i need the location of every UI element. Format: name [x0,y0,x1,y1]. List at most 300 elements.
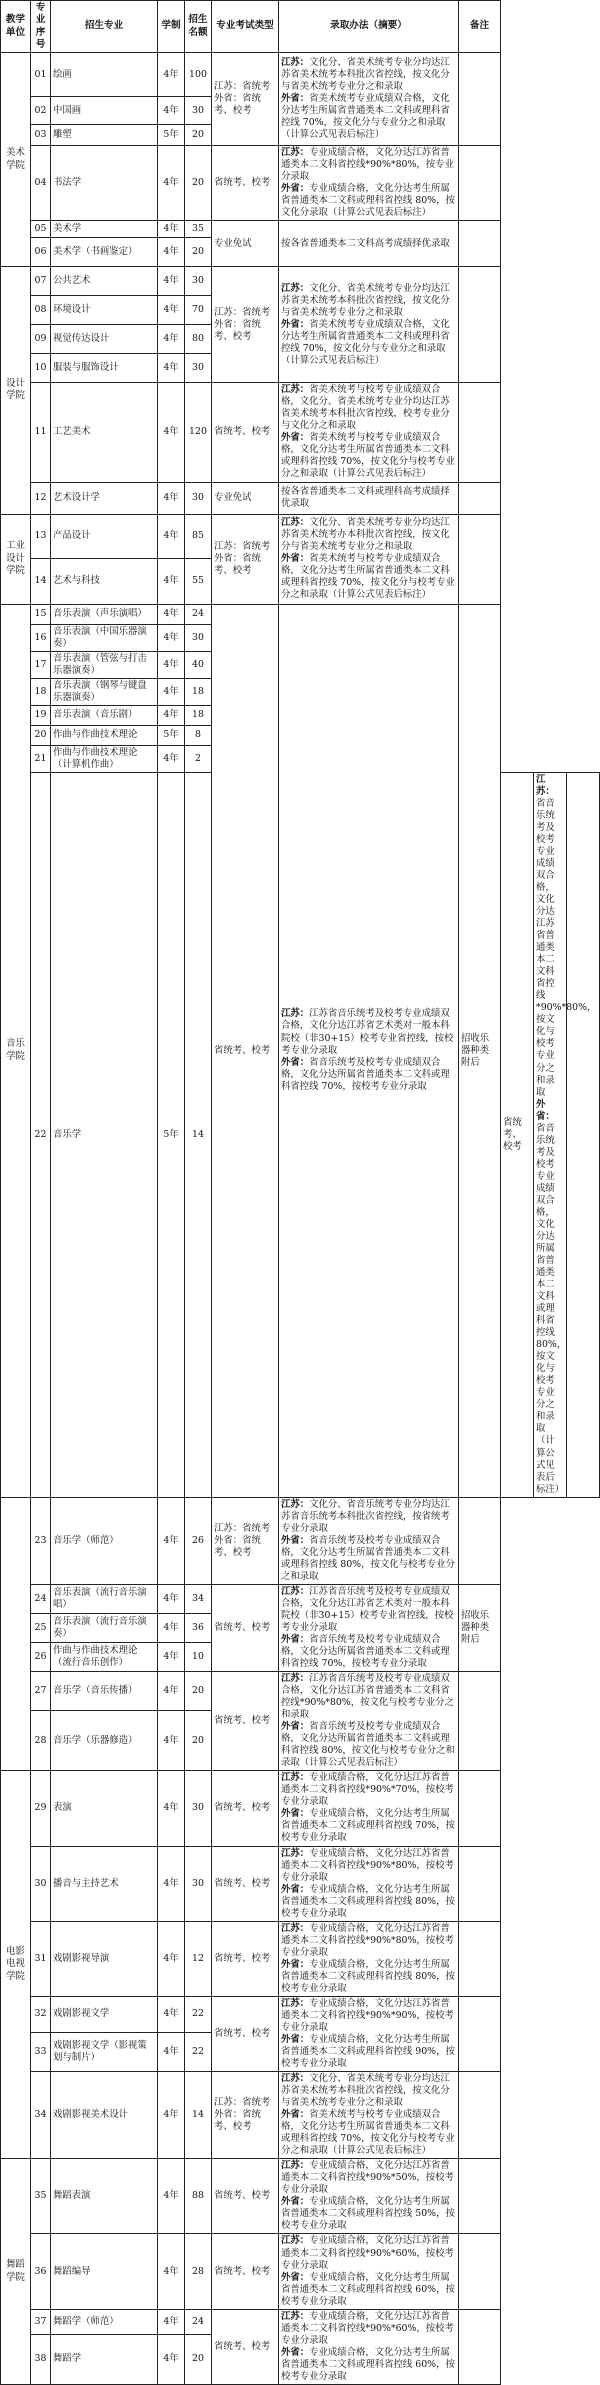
admission-paragraph [281,517,456,553]
admission-paragraph [281,553,456,601]
table-row [1,2234,600,2309]
study-years: 5年 [158,125,185,146]
admission-paragraph [281,1998,456,2034]
region-label: 外省： [281,318,310,330]
table-row [1,53,600,97]
header-admission: 录取办法（摘要） [279,1,459,53]
admission-text: 省音乐统考及校考专业成绩双合格，文化分达所属省普通类本二文科或理科省控线 80%，按文化与校考专业分之和录取（计算公式见表后标注） [536,1122,567,1495]
region-label: 外省： [281,1721,310,1733]
admission-paragraph [281,1008,456,1056]
admission-paragraph [281,2347,456,2383]
region-label: 外省： [281,1633,310,1645]
header-years: 学制 [158,1,185,53]
study-years: 4年 [158,514,185,558]
admission-paragraph [281,2073,456,2109]
study-years: 4年 [158,1921,185,1996]
remarks-cell [459,1996,501,2071]
table-row [1,482,600,514]
exam-type: 省统考、校考 [212,1846,279,1921]
enrollment-quota: 34 [185,1584,212,1613]
enrollment-quota: 18 [185,705,212,725]
major-number: 26 [31,1642,51,1671]
admission-method [279,1672,459,1771]
major-number: 19 [31,705,51,725]
major-number: 16 [31,624,51,651]
admission-method [279,1584,459,1671]
remarks-cell [459,1497,501,1584]
admission-method [279,2072,459,2159]
region-label: 外省： [281,93,310,105]
exam-type: 江苏：省统考 外省：省统考、校考 [212,1497,279,1584]
college-cell [1,1497,31,1771]
exam-type: 专业免试 [212,221,279,267]
major-name: 舞蹈表演 [51,2159,158,2234]
enrollment-quota: 20 [185,125,212,146]
exam-type: 省统考、校考 [212,2234,279,2309]
enrollment-quota: 30 [185,267,212,296]
admission-paragraph [281,1808,456,1844]
admission-text: 文化分、省美术统考专业分均达江苏省美术统考本科批次省控线，按文化分与省美术统考专业分之和录取 [281,282,450,318]
study-years: 4年 [158,221,185,238]
exam-type: 省统考、校考 [212,1921,279,1996]
major-name: 中国画 [51,97,158,125]
admission-paragraph [281,1884,456,1920]
table-row [1,1996,600,2032]
study-years: 4年 [158,1996,185,2032]
exam-type: 省统考、校考 [212,383,279,482]
study-years: 4年 [158,296,185,325]
major-number: 22 [31,772,51,1497]
admission-method [279,482,459,514]
exam-type: 省统考、校考 [501,772,534,1497]
admission-paragraph [281,57,456,93]
enrollment-quota: 2 [185,745,212,772]
admission-text: 专业成绩合格，文化分达江苏省普通类本二文科省控线*90%*80%，按校考专业分录取 [281,1847,454,1883]
admission-paragraph [281,1923,456,1959]
region-label: 外省： [281,2033,310,2045]
enrollment-quota: 24 [185,604,212,624]
study-years: 4年 [158,53,185,97]
exam-type: 专业免试 [212,482,279,514]
enrollment-quota: 30 [185,482,212,514]
admission-text: 省音乐统考及校考专业成绩双合格，文化分达所属省普通类本二文科或理科省控线 70%，按校考专业分录取 [281,1633,450,1670]
remarks-cell [459,383,501,482]
major-number: 17 [31,651,51,678]
admission-text: 文化分、省音乐统考专业分均达江苏省音乐统考本科批次省控线，按省统考专业分录取 [281,1498,450,1534]
major-number: 37 [31,2309,51,2334]
enrollment-quota: 28 [185,2234,212,2309]
admission-paragraph [281,147,456,183]
college-cell: 舞蹈学院 [1,2159,31,2385]
major-name: 环境设计 [51,296,158,325]
enrollment-quota: 30 [185,354,212,383]
table-row [1,221,600,238]
enrollment-quota: 40 [185,651,212,678]
major-name: 雕塑 [51,125,158,146]
major-name: 视觉传达设计 [51,325,158,354]
admission-paragraph [281,2109,456,2157]
admission-paragraph [281,283,456,319]
remarks-cell [459,1846,501,1921]
admission-method [279,1921,459,1996]
study-years: 4年 [158,705,185,725]
major-name: 舞蹈编导 [51,2234,158,2309]
admission-method [279,604,459,1497]
admission-method [279,221,459,267]
major-name: 播音与主持艺术 [51,1846,158,1921]
header-num: 专业序号 [31,1,51,53]
admission-text: 按各省普通类本二文科高考成绩择优录取 [281,237,450,249]
major-name: 戏剧影视文学（影视策划与制片） [51,2032,158,2071]
major-number: 29 [31,1771,51,1846]
enrollment-quota: 88 [185,2159,212,2234]
region-label: 外省： [281,432,310,444]
major-name: 表演 [51,1771,158,1846]
major-number: 27 [31,1672,51,1711]
college-cell: 美术学院 [1,53,31,267]
admission-paragraph [281,2034,456,2070]
region-label: 外省： [536,1098,555,1122]
major-name: 作曲与作曲技术理论（流行音乐创作） [51,1642,158,1671]
study-years: 4年 [158,2334,185,2384]
study-years: 4年 [158,745,185,772]
study-years: 4年 [158,1672,185,1711]
major-name: 音乐表演（管弦与打击乐器演奏） [51,651,158,678]
remarks-cell [459,514,501,604]
enrollment-quota: 20 [185,146,212,221]
study-years: 5年 [158,772,185,1497]
study-years: 4年 [158,238,185,267]
major-name: 音乐表演（流行音乐演奏） [51,1613,158,1642]
header-quota: 招生名额 [185,1,212,53]
enrollment-quota: 30 [185,97,212,125]
region-label: 江苏： [536,773,555,797]
study-years: 4年 [158,1613,185,1642]
major-number: 02 [31,97,51,125]
admission-paragraph [536,773,597,1099]
major-number: 25 [31,1613,51,1642]
admission-paragraph [281,1959,456,1995]
admission-paragraph [281,319,456,367]
remarks-cell: 招收乐器种类附后 [459,1584,501,1671]
admission-paragraph [281,2235,456,2271]
admission-text: 省音乐统考及校考专业成绩双合格，文化分达江苏省普通类本二文科省控线*90%*80%，按文化与校考专业分之和录取 [536,797,597,1098]
remarks-cell [459,2309,501,2384]
study-years: 4年 [158,2234,185,2309]
major-name: 舞蹈学 [51,2334,158,2384]
major-name: 戏剧影视美术设计 [51,2072,158,2159]
table-row [1,2159,600,2234]
study-years: 4年 [158,97,185,125]
study-years: 4年 [158,678,185,705]
admission-text: 省美术统考与校考专业成绩双合格，文化分、省美术统考专业分均达江苏省美术统考本科批次省控线，校考专业分与文化分之和录取 [281,384,450,432]
major-number: 38 [31,2334,51,2384]
study-years: 4年 [158,1584,185,1613]
study-years: 4年 [158,1642,185,1671]
major-number: 03 [31,125,51,146]
major-number: 18 [31,678,51,705]
major-name: 音乐学（乐器修造） [51,1711,158,1771]
admission-paragraph [281,1772,456,1808]
major-number: 36 [31,2234,51,2309]
admission-method [279,1497,459,1584]
major-number: 30 [31,1846,51,1921]
admission-text: 专业成绩合格，文化分达江苏省普通类本二文科省控线*90%*90%，按校考专业分录取 [281,1997,454,2033]
major-number: 10 [31,354,51,383]
exam-type: 省统考、校考 [212,1672,279,1771]
enrollment-quota: 22 [185,1996,212,2032]
table-row [1,2309,600,2334]
major-name: 音乐表演（流行音乐演唱） [51,1584,158,1613]
table-row [1,1771,600,1846]
enrollment-quota: 20 [185,2334,212,2384]
admission-method [279,53,459,146]
exam-type: 省统考、校考 [212,2309,279,2384]
major-number: 24 [31,1584,51,1613]
admission-text: 专业成绩合格，文化分达考生所属省普通类本二文科或理科省控线 80%，按文化分录取（计算公式见表后标注） [281,183,455,219]
region-label: 江苏： [281,2235,310,2247]
enrollment-quota: 80 [185,325,212,354]
enrollment-quota: 24 [185,2309,212,2334]
remarks-cell [459,2234,501,2309]
enrollment-quota: 26 [185,1497,212,1584]
header-row [1,1,600,53]
enrollment-quota: 14 [185,772,212,1497]
region-label: 江苏： [281,516,310,528]
admission-paragraph [281,432,456,480]
region-label: 江苏： [281,2073,310,2085]
study-years: 4年 [158,1497,185,1584]
exam-type: 江苏：省统考 外省：省统考、校考 [212,53,279,146]
admission-method [279,1846,459,1921]
enrollment-quota: 35 [185,221,212,238]
major-number: 13 [31,514,51,558]
exam-type: 江苏：省统考 外省：省统考、校考 [212,267,279,383]
remarks-cell [459,1771,501,1846]
major-number: 05 [31,221,51,238]
major-name: 音乐表演（钢琴与键盘乐器演奏） [51,678,158,705]
enrollment-quota: 36 [185,1613,212,1642]
major-name: 作曲与作曲技术理论（计算机作曲） [51,745,158,772]
admission-paragraph [281,238,456,250]
table-row [1,383,600,482]
admission-text: 文化分、省美术统考专业分均达江苏省美术统考本科批次省控线，按文化分与省美术统考专业分之和录取 [281,2073,450,2109]
enrollment-quota: 120 [185,383,212,482]
major-name: 音乐学（音乐传播） [51,1672,158,1711]
major-number: 21 [31,745,51,772]
region-label: 江苏： [281,2160,310,2172]
major-number: 32 [31,1996,51,2032]
admission-text: 专业成绩合格，文化分达江苏省普通类本二文科省控线*90%*80%，按校考专业分录取 [281,1922,454,1958]
admission-method [279,383,459,482]
admission-text: 专业成绩合格，文化分达江苏省普通类本二文科省控线*90%*60%，按校考专业分录取 [281,2310,454,2346]
major-name: 音乐学（师范） [51,1497,158,1584]
region-label: 江苏： [281,1585,310,1597]
admission-text: 专业成绩合格，文化分达江苏省普通类本二文科省控线*90%*80%，按专业分录取 [281,147,454,183]
admission-text: 省美术统考专业成绩双合格，文化分达考生所属省普通类本二文科或理科省控线 70%，按文化分与专业分之和录取（计算公式见表后标注） [281,318,450,366]
enrollment-quota: 22 [185,2032,212,2071]
enrollment-quota: 55 [185,558,212,604]
study-years: 4年 [158,482,185,514]
admission-paragraph [281,1673,456,1721]
study-years: 4年 [158,267,185,296]
study-years: 4年 [158,354,185,383]
exam-type: 省统考、校考 [212,1996,279,2071]
enrollment-quota: 10 [185,1642,212,1671]
table-row [1,514,600,558]
enrollment-quota: 30 [185,1846,212,1921]
study-years: 4年 [158,2159,185,2234]
major-number: 06 [31,238,51,267]
region-label: 外省： [281,1808,310,1820]
study-years: 4年 [158,146,185,221]
major-number: 34 [31,2072,51,2159]
enrollment-quota: 100 [185,53,212,97]
major-name: 美术学 [51,221,158,238]
major-name: 工艺美术 [51,383,158,482]
enrollment-quota: 30 [185,1771,212,1846]
enrollment-quota: 18 [185,678,212,705]
enrollment-quota: 30 [185,624,212,651]
major-number: 33 [31,2032,51,2071]
table-row [1,604,600,624]
admission-paragraph [281,486,456,510]
exam-type: 省统考、校考 [212,1584,279,1671]
major-number: 15 [31,604,51,624]
admission-method [279,267,459,383]
study-years: 4年 [158,1711,185,1771]
exam-type: 江苏：省统考 外省：省统考、校考 [212,2072,279,2159]
major-number: 08 [31,296,51,325]
major-number: 23 [31,1497,51,1584]
admission-text: 省音乐统考及校考专业成绩双合格，文化分达所属省普通类本二文科或理科省控线 70%，按校考专业分录取 [281,1056,450,1092]
study-years: 5年 [158,725,185,745]
admission-text: 专业成绩合格，文化分达江苏省普通类本二文科省控线*90%*50%，按校考专业分录取 [281,2160,454,2196]
major-number: 07 [31,267,51,296]
enrollment-quota: 14 [185,2072,212,2159]
admission-method [279,2159,459,2234]
major-name: 音乐表演（中国乐器演奏） [51,624,158,651]
major-number: 11 [31,383,51,482]
major-number: 14 [31,558,51,604]
enrollment-quota: 8 [185,725,212,745]
remarks-cell [459,1672,501,1771]
table-row [1,1672,600,1711]
admission-paragraph [281,384,456,432]
header-remarks: 备注 [459,1,501,53]
table-row [1,146,600,221]
admission-text: 专业成绩合格，文化分达考生所属省普通类本二文科或理科省控线 60%，按校考专业分录取 [281,2346,455,2382]
table-row [1,267,600,296]
admission-text: 江苏省音乐统考及校考专业成绩双合格，文化分达江苏省艺术类对一般本科院校（非30+15）校考专业省控线，按校考专业分录取 [281,1008,454,1056]
region-label: 江苏： [281,2310,310,2322]
admission-text: 文化分、省美术统考专业分均达江苏省美术统考办本科批次省控线，按文化分与省美术统考专业分之和录取 [281,516,450,552]
major-name: 美术学（书画鉴定） [51,238,158,267]
enrollment-quota: 70 [185,296,212,325]
admission-paragraph [281,1586,456,1634]
admission-text: 省美术统考与校考专业成绩双合格，文化分达考生所属省普通类本二文科或理科省控线 70%，按文化分与校考专业分之和录取（计算公式见表后标注） [281,2109,455,2157]
major-name: 音乐表演（声乐演唱） [51,604,158,624]
major-name: 产品设计 [51,514,158,558]
table-row [1,1584,600,1613]
major-number: 04 [31,146,51,221]
major-name: 公共艺术 [51,267,158,296]
remarks-cell [567,772,600,1497]
major-name: 书法学 [51,146,158,221]
remarks-cell [459,146,501,221]
region-label: 外省： [281,1534,310,1546]
admission-method [279,1771,459,1846]
region-label: 外省： [281,2271,310,2283]
admission-text: 省音乐统考及校考专业成绩双合格，文化分达所属省普通类本二文科或理科省控线 80%，按文化与校考专业分之和录取（计算公式见表后标注） [281,1721,455,1769]
region-label: 外省： [281,2109,310,2121]
study-years: 4年 [158,1846,185,1921]
region-label: 江苏： [281,147,310,159]
major-name: 舞蹈学（师范） [51,2309,158,2334]
admission-paragraph [536,1098,567,1496]
enrollment-quota: 20 [185,1711,212,1771]
admission-paragraph [281,2311,456,2347]
region-label: 江苏： [281,384,310,396]
admission-text: 专业成绩合格，文化分达考生所属省普通类本二文科或理科省控线 80%，按校考专业分录取 [281,1883,455,1919]
college-cell: 电影电视学院 [1,1771,31,2159]
study-years: 4年 [158,558,185,604]
enrollment-quota: 20 [185,238,212,267]
region-label: 江苏： [281,1008,310,1020]
header-college: 教学单位 [1,1,31,53]
region-label: 江苏： [281,56,310,68]
region-label: 江苏： [281,1772,310,1784]
admission-text: 省美术统考专业成绩双合格，文化分达考生所属省普通类本二文科或理科省控线 70%，按文化分与专业分之和录取（计算公式见表后标注） [281,93,450,141]
admission-text: 江苏省音乐统考及校考专业成绩双合格，文化分达江苏省普通类本二文科省控线*90%*80%，按文化与校考专业分之和录取 [281,1673,454,1721]
region-label: 江苏： [281,1673,310,1685]
admission-paragraph [281,1721,456,1769]
remarks-cell [459,2072,501,2159]
study-years: 4年 [158,1771,185,1846]
region-label: 外省： [281,2196,310,2208]
study-years: 4年 [158,325,185,354]
admission-text: 专业成绩合格，文化分达考生所属省普通类本二文科或理科省控线 70%，按校考专业分录取 [281,1808,455,1844]
remarks-cell [459,2159,501,2234]
header-exam: 专业考试类型 [212,1,279,53]
remarks-cell [459,482,501,514]
study-years: 4年 [158,624,185,651]
study-years: 4年 [158,383,185,482]
admission-paragraph [281,1057,456,1093]
admission-text: 专业成绩合格，文化分达考生所属省普通类本二文科或理科省控线 90%，按校考专业分录取 [281,2033,455,2070]
admission-text: 省音乐统考及校考专业成绩双合格，文化分达考生所属省普通类本二文科或理科省控线 80%，按文化与校考专业分之和录取 [281,1534,455,1582]
table-row [1,1497,600,1584]
admission-method [279,2234,459,2309]
admission-method [279,2309,459,2384]
admission-paragraph [281,1535,456,1583]
admission-text: 专业成绩合格，文化分达考生所属省普通类本二文科或理科省控线 50%，按校考专业分录取 [281,2196,455,2232]
study-years: 4年 [158,604,185,624]
major-number: 01 [31,53,51,97]
admission-text: 专业成绩合格，文化分达考生所属省普通类本二文科或理科省控线 80%，按校考专业分录取 [281,1958,455,1994]
remarks-cell [459,267,501,383]
admission-paragraph [281,2160,456,2196]
admission-text: 专业成绩合格，文化分达江苏省普通类本二文科省控线*90%*60%，按校考专业分录取 [281,2235,454,2271]
college-cell: 设计学院 [1,267,31,514]
admission-text: 省美术统考与校考专业成绩双合格，文化分达考生所属省普通类本二文科或理科省控线 70%，按文化分与校考专业分之和录取（计算公式见表后标注） [281,552,455,601]
college-cell: 音乐学院 [1,604,31,1497]
admission-paragraph [281,1848,456,1884]
major-number: 09 [31,325,51,354]
admission-text: 文化分、省美术统考专业分均达江苏省美术统考本科批次省控线，按文化分与省美术统考专业分之和录取 [281,56,450,93]
major-name: 作曲与作曲技术理论 [51,725,158,745]
exam-type: 省统考、校考 [212,2159,279,2234]
